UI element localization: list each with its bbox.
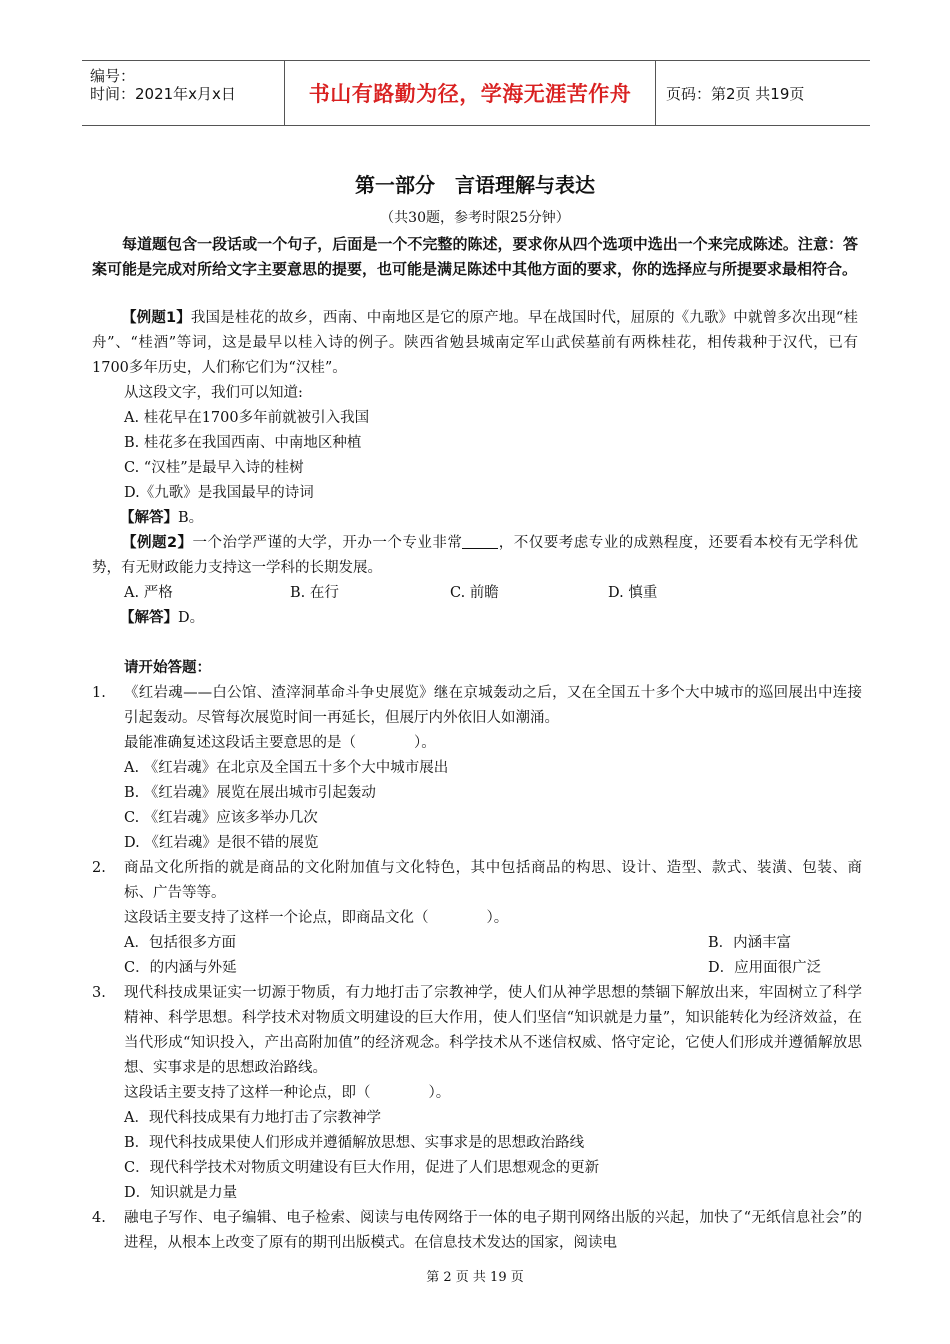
example1-prompt: 从这段文字，我们可以知道: bbox=[124, 385, 303, 401]
example2-label: 【例题2】 bbox=[122, 535, 193, 551]
section-instructions: 每道题包含一段话或一个句子，后面是一个不完整的陈述，要求你从四个选项中选出一个来完成陈述。注意：答案可能是完成对所给文字主要意思的提要，也可能是满足陈述中其他方面的要求，你的选择应与所提要求最相符合。 bbox=[92, 235, 858, 278]
header-motto: 书山有路勤为径，学海无涯苦作舟 bbox=[284, 61, 656, 125]
example1-option-c: C. “汉桂”是最早入诗的桂树 bbox=[124, 460, 304, 476]
question-3-prompt: 这段话主要支持了这样一种论点，即（ ）。 bbox=[124, 1085, 451, 1101]
question-3-option-a: A．现代科技成果有力地打击了宗教神学 bbox=[124, 1110, 381, 1126]
page-footer: 第 2 页 共 19 页 bbox=[426, 1270, 524, 1285]
question-text: 融电子写作、电子编辑、电子检索、阅读与电传网络于一体的电子期刊网络出版的兴起，加快了“无纸信息社会”的进程，从根本上改变了原有的期刊出版模式。在信息技术发达的国家，阅读电 bbox=[124, 1210, 862, 1251]
example2-text-after: ，不仅要考虑专业的成熟程度，还要看本校有无学科优势，有无财政能力支持这一学科的长期发展。 bbox=[92, 535, 859, 576]
example1-answer bbox=[120, 506, 203, 531]
section-subtitle: （共30题，参考时限25分钟） bbox=[380, 210, 570, 226]
example2-text-before: 一个治学严谨的大学，开办一个专业非常 bbox=[192, 535, 463, 551]
question-3-option-d: D．知识就是力量 bbox=[124, 1185, 238, 1201]
question-number: 1. bbox=[92, 685, 106, 701]
question-1-option-c: C. 《红岩魂》应该多举办几次 bbox=[124, 810, 318, 826]
example1-answer-label: 【解答】 bbox=[120, 510, 178, 526]
example1-label: 【例题1】 bbox=[122, 310, 191, 326]
question-1 bbox=[92, 681, 862, 731]
example2-blank bbox=[462, 534, 498, 549]
question-text: 现代科技成果证实一切源于物质，有力地打击了宗教神学，使人们从神学思想的禁锢下解放出来，牢固树立了科学精神、科学思想。科学技术对物质文明建设的巨大作用，使人们坚信“知识就是力量”，知识能转化为经济效益，在当代形成“知识投入，产出高附加值”的经济观念。科学技术从不迷信权威、恪守定论，它使人们形成并遵循解放思想、实事求是的思想政治路线。 bbox=[124, 985, 862, 1076]
example1-paragraph bbox=[92, 306, 858, 381]
page-header bbox=[82, 60, 870, 126]
time-label: 时间：2021年x月x日 bbox=[90, 85, 236, 103]
question-number: 4. bbox=[92, 1210, 106, 1226]
question-text: 商品文化所指的就是商品的文化附加值与文化特色，其中包括商品的构思、设计、造型、款式、装潢、包装、商标、广告等等。 bbox=[124, 860, 862, 901]
question-2-option-b: B．内涵丰富 bbox=[708, 935, 792, 951]
example2-answer bbox=[120, 606, 204, 631]
question-1-option-a: A. 《红岩魂》在北京及全国五十多个大中城市展出 bbox=[124, 760, 449, 776]
number-label: 编号： bbox=[90, 67, 136, 85]
example2-paragraph bbox=[92, 531, 858, 581]
question-1-option-d: D. 《红岩魂》是很不错的展览 bbox=[124, 835, 319, 851]
start-label: 请开始答题： bbox=[124, 660, 211, 676]
example1-option-a: A. 桂花早在1700多年前就被引入我国 bbox=[124, 410, 370, 426]
question-2-prompt: 这段话主要支持了这样一个论点，即商品文化（ ）。 bbox=[124, 910, 509, 926]
example2-option-b: B. 在行 bbox=[290, 585, 339, 601]
question-2-option-a: A．包括很多方面 bbox=[124, 935, 236, 951]
example1-answer-value: B。 bbox=[178, 510, 204, 526]
question-1-prompt: 最能准确复述这段话主要意思的是（ ）。 bbox=[124, 735, 436, 751]
header-page-info: 页码：第2页 共19页 bbox=[666, 84, 805, 103]
example2-answer-label: 【解答】 bbox=[120, 610, 178, 626]
question-2-option-d: D．应用面很广泛 bbox=[708, 960, 822, 976]
example2-option-d: D. 慎重 bbox=[608, 585, 658, 601]
header-meta bbox=[82, 61, 284, 125]
question-number: 2. bbox=[92, 860, 106, 876]
question-3-option-c: C．现代科学技术对物质文明建设有巨大作用，促进了人们思想观念的更新 bbox=[124, 1160, 600, 1176]
question-2 bbox=[92, 856, 862, 906]
question-1-option-b: B. 《红岩魂》展览在展出城市引起轰动 bbox=[124, 785, 376, 801]
question-text: 《红岩魂——白公馆、渣滓洞革命斗争史展览》继在京城轰动之后，又在全国五十多个大中城市的巡回展出中连接引起轰动。尽管每次展览时间一再延长，但展厅内外依旧人如潮涌。 bbox=[124, 685, 862, 726]
example1-option-d: D.《九歌》是我国最早的诗词 bbox=[124, 485, 314, 501]
question-4 bbox=[92, 1206, 862, 1256]
example1-option-b: B. 桂花多在我国西南、中南地区种植 bbox=[124, 435, 362, 451]
example2-option-a: A. 严格 bbox=[124, 585, 173, 601]
question-2-option-c: C．的内涵与外延 bbox=[124, 960, 237, 976]
section-title: 第一部分 言语理解与表达 bbox=[355, 173, 595, 197]
question-3-option-b: B．现代科技成果使人们形成并遵循解放思想、实事求是的思想政治路线 bbox=[124, 1135, 585, 1151]
question-3 bbox=[92, 981, 862, 1081]
question-number: 3. bbox=[92, 985, 106, 1001]
example1-text: 我国是桂花的故乡，西南、中南地区是它的原产地。早在战国时代，屈原的《九歌》中就曾多次出现“桂舟”、“桂酒”等词，这是最早以桂入诗的例子。陕西省勉县城南定军山武侯墓前有两株桂花，相传栽种于汉代，已有1700多年历史，人们称它们为“汉桂”。 bbox=[92, 310, 858, 376]
example2-option-c: C. 前瞻 bbox=[450, 585, 499, 601]
example2-answer-value: D。 bbox=[178, 610, 205, 626]
